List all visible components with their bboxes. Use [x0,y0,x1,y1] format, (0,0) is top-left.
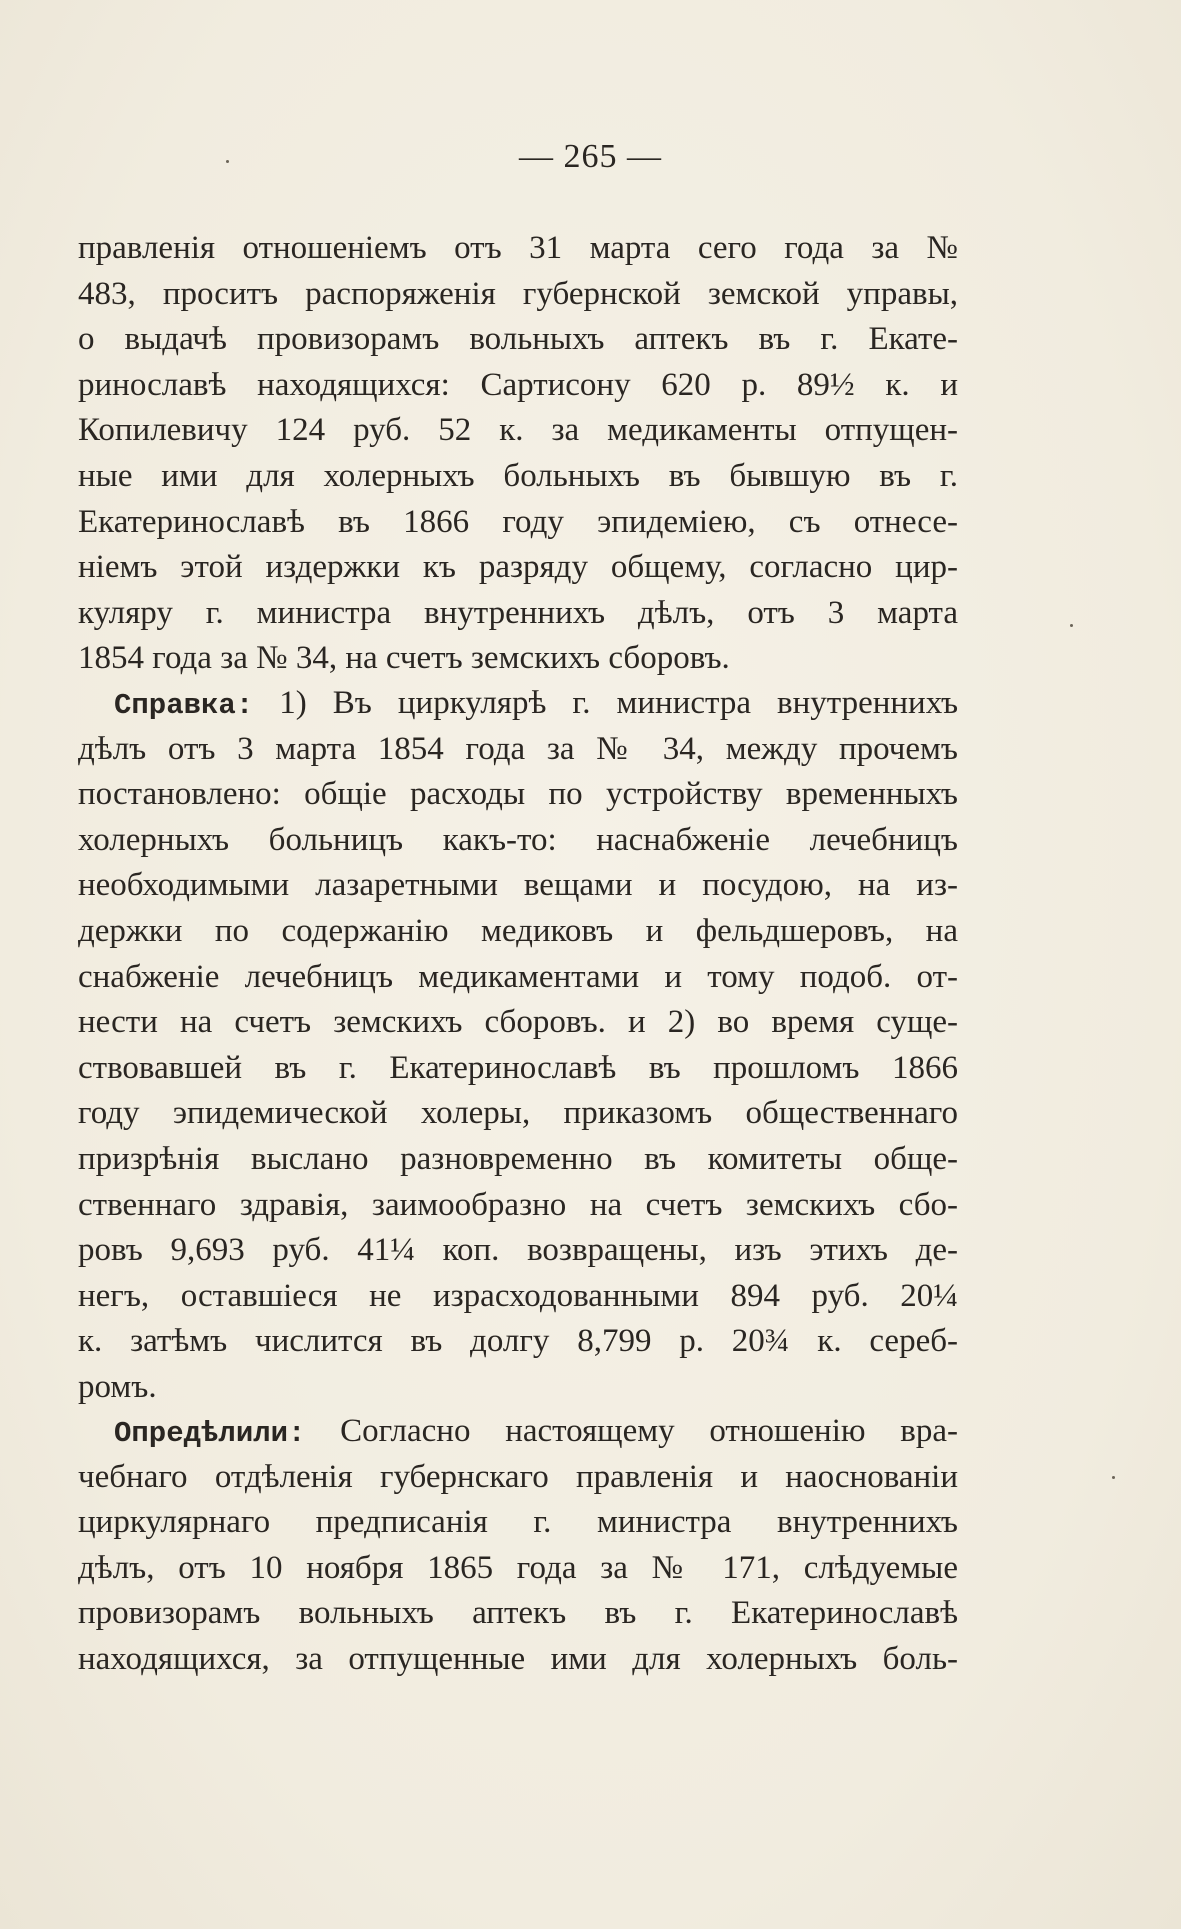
text-line: холерныхъ больницъ какъ-то: наснабженіе лечебницъ [78,821,958,858]
text-line: о выдачѣ провизорамъ вольныхъ аптекъ въ г. Екате- [78,321,958,358]
paper-speck [1070,624,1073,627]
page-number: — 265 — [519,138,662,175]
text-line: чебнаго отдѣленія губернскаго правленія и наоснованіи [78,1458,958,1495]
text-line: снабженіе лечебницъ медикаментами и тому подоб. от- [78,958,958,995]
text-line: циркулярнаго предписанія г. министра внутреннихъ [78,1504,958,1541]
text-line: Копилевичу 124 руб. 52 к. за медикаменты отпущен- [78,412,958,449]
paragraph-3 [78,1409,958,1683]
text-line: ровъ 9,693 руб. 41¼ коп. возвращены, изъ этихъ де- [78,1232,958,1269]
text-line: ные ими для холерныхъ больныхъ въ бывшую въ г. [78,457,958,494]
opredelili-label: Опредѣлили: [114,1417,306,1450]
text-line: находящихся, за отпущенные ими для холерныхъ боль- [78,1640,958,1677]
text-line: году эпидемической холеры, приказомъ общественнаго [78,1095,958,1132]
text-line: негъ, оставшіеся не израсходованными 894 руб. 20¼ [78,1277,958,1314]
text-line-rest: Согласно настоящему отношенію вра- [340,1413,958,1449]
text-line: дѣлъ отъ 3 марта 1854 года за № 34, между прочемъ [78,730,958,767]
paper-speck [1112,1476,1115,1479]
text-line: ствовавшей въ г. Екатеринославѣ въ прошломъ 1866 [78,1049,958,1086]
text-line: 483, проситъ распоряженія губернской земской управы, [78,275,958,312]
text-line: дѣлъ, отъ 10 ноября 1865 года за № 171, слѣдуемые [78,1549,958,1586]
text-line-rest: 1) Въ циркулярѣ г. министра внутреннихъ [279,685,959,721]
text-line: 1854 года за № 34, на счетъ земскихъ сборовъ. [78,640,730,677]
text-line: держки по содержанію медиковъ и фельдшеровъ, на [78,912,958,949]
text-line: ніемъ этой издержки къ разряду общему, согласно цир- [78,549,958,586]
text-line: постановлено: общіе расходы по устройству временныхъ [78,776,958,813]
text-line: ственнаго здравія, заимообразно на счетъ земскихъ сбо- [78,1186,958,1223]
paragraph-1 [78,226,958,682]
text-line-first [78,1409,958,1455]
text-line-first [78,681,958,727]
paragraph-2 [78,681,958,1411]
spravka-label: Справка: [114,689,254,722]
text-line: ринославѣ находящихся: Сартисону 620 р. 89½ к. и [78,366,958,403]
text-line: Екатеринославѣ въ 1866 году эпидеміею, съ отнесе- [78,503,958,540]
text-line: к. затѣмъ числится въ долгу 8,799 р. 20¾ к. сереб- [78,1323,958,1360]
text-line: куляру г. министра внутреннихъ дѣлъ, отъ 3 марта [78,594,958,631]
text-line: ромъ. [78,1368,157,1405]
paper-speck [226,160,229,163]
text-line: нести на счетъ земскихъ сборовъ. и 2) во время суще- [78,1004,958,1041]
text-line: провизорамъ вольныхъ аптекъ въ г. Екатеринославѣ [78,1595,958,1632]
text-line: необходимыми лазаретными вещами и посудою, на из- [78,867,958,904]
text-line: правленія отношеніемъ отъ 31 марта сего года за № [78,230,958,266]
text-line: призрѣнія выслано разновременно въ комитеты обще- [78,1140,958,1177]
